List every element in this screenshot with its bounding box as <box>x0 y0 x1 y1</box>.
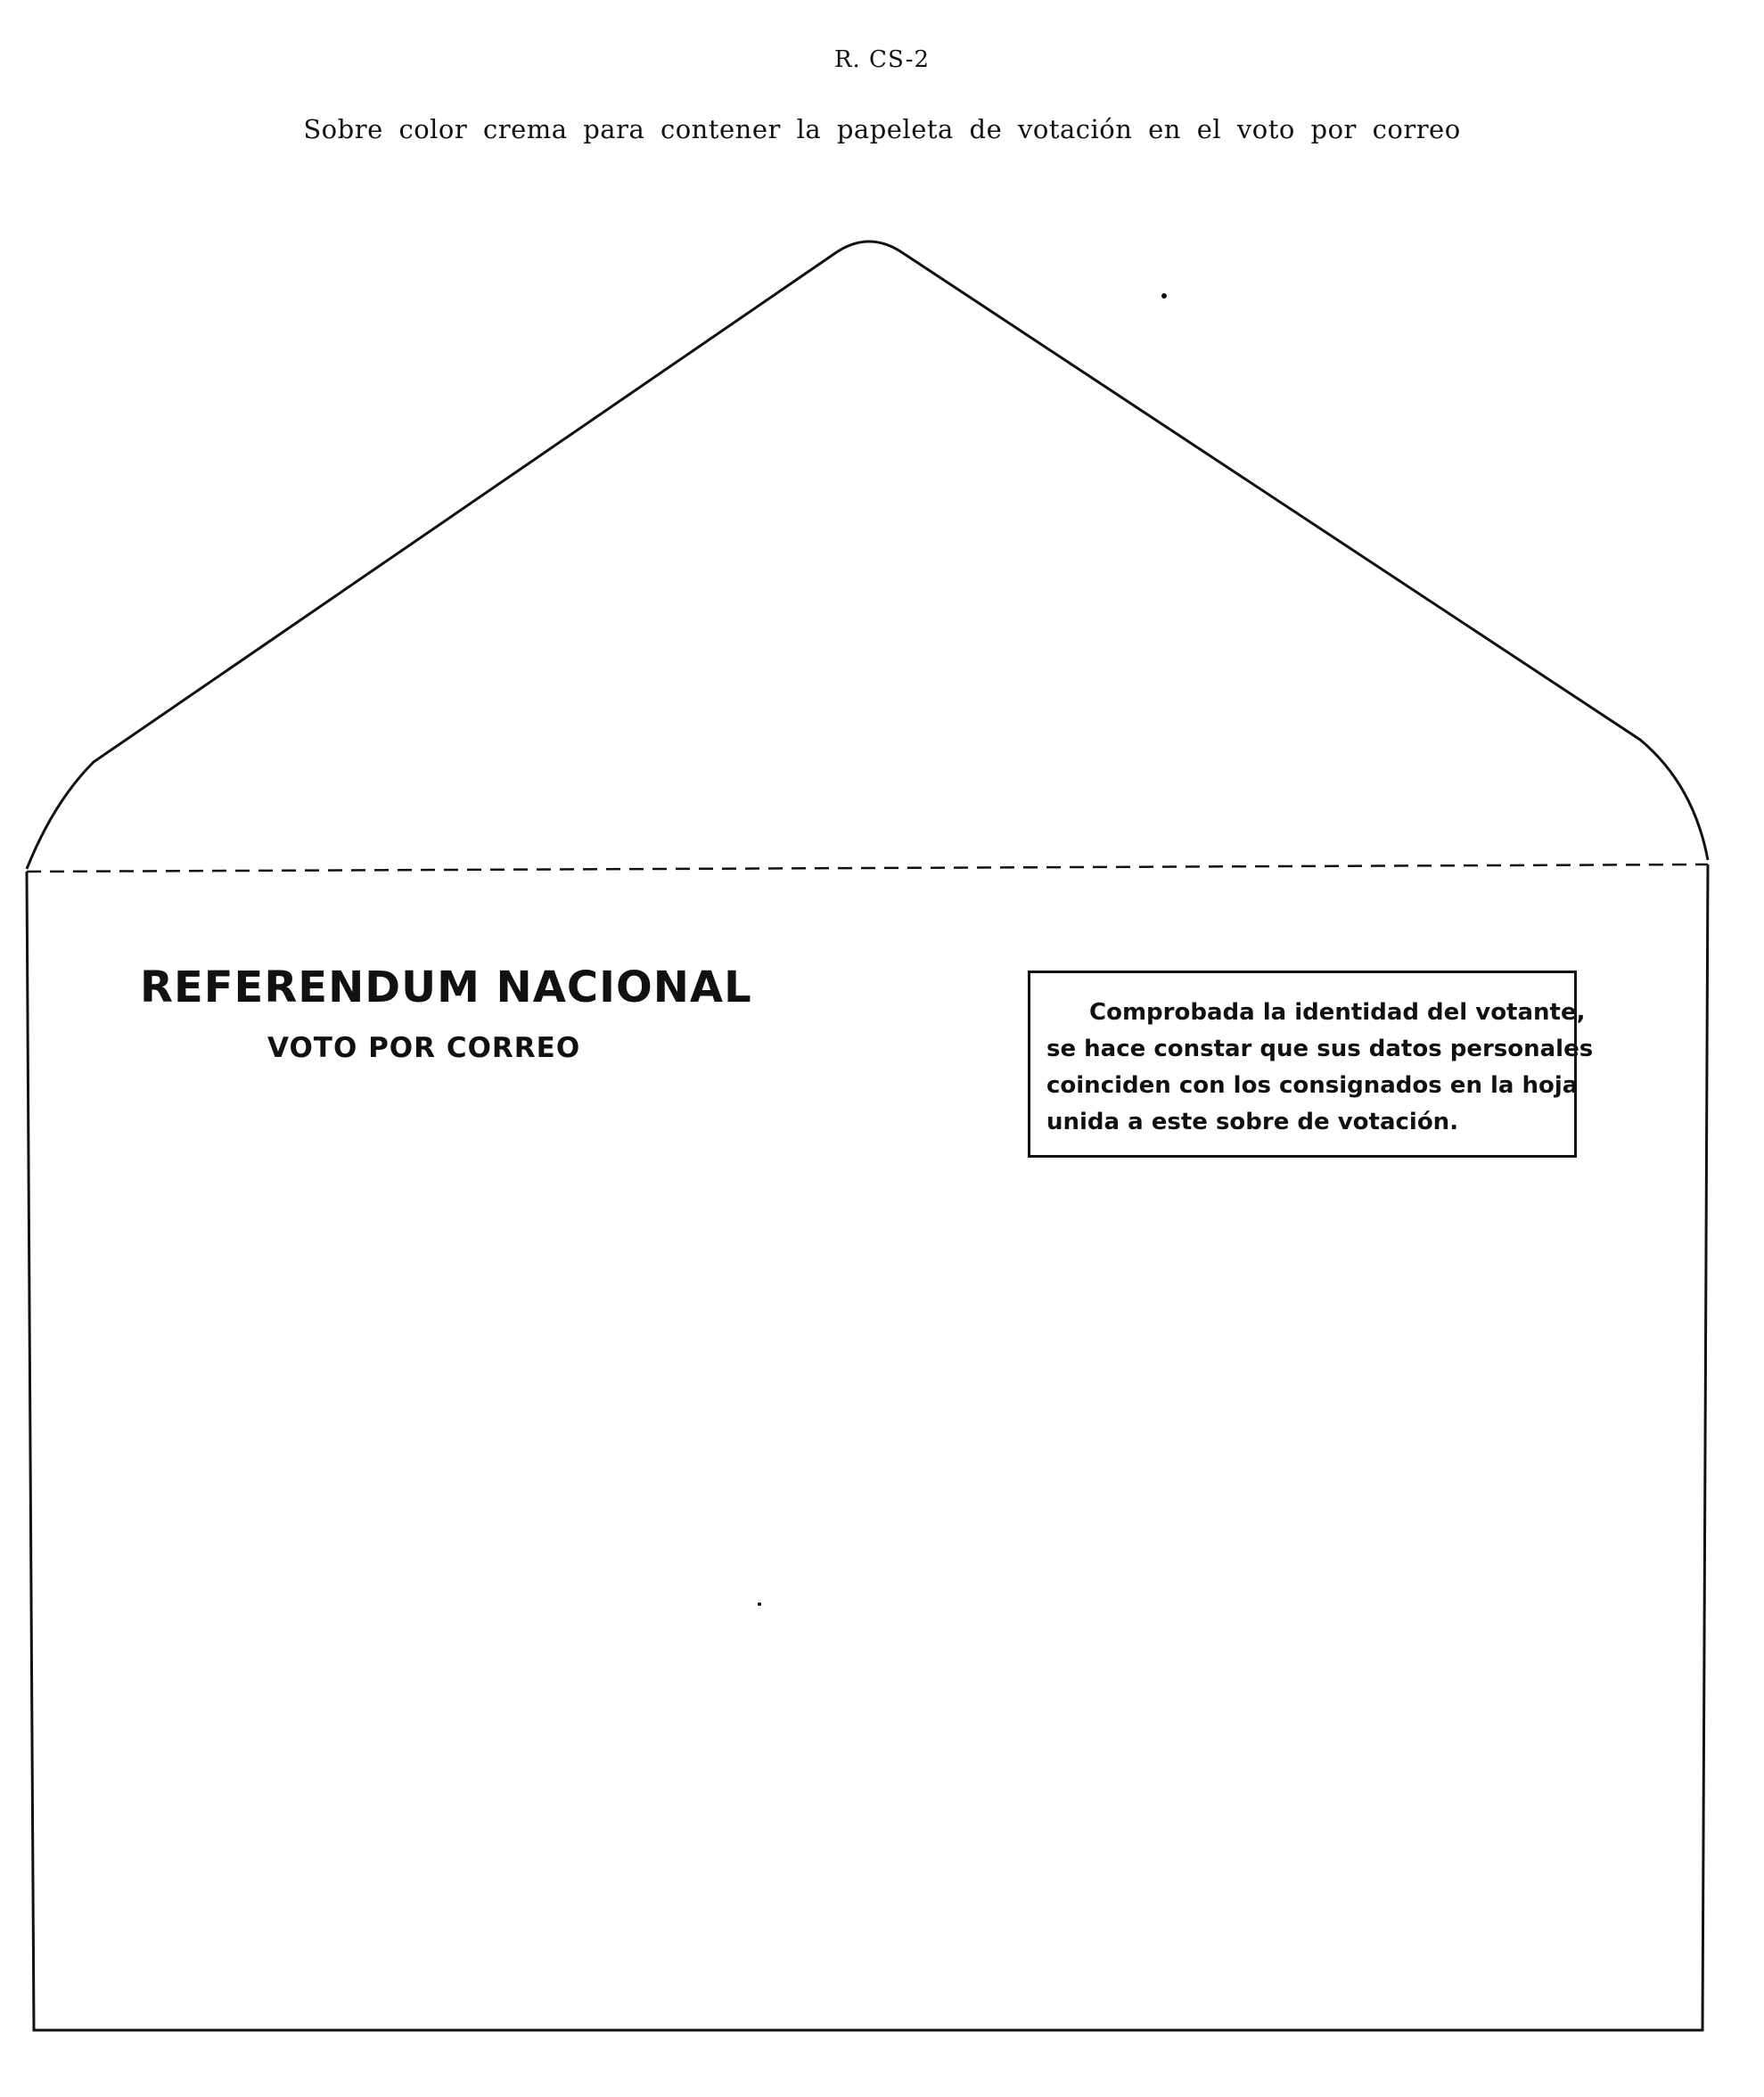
speck <box>1161 293 1167 299</box>
notice-line: unida a este sobre de votación. <box>1046 1109 1459 1135</box>
notice-line: se hace constar que sus datos personales <box>1046 1036 1594 1062</box>
referendum-subtitle: VOTO POR CORREO <box>267 1032 581 1064</box>
notice-line: coinciden con los consignados en la hoja <box>1046 1072 1579 1099</box>
envelope-flap <box>27 242 1708 869</box>
speck <box>758 1602 761 1606</box>
notice-line: Comprobada la identidad del votante, <box>1089 999 1586 1026</box>
referendum-title: REFERENDUM NACIONAL <box>140 962 752 1012</box>
form-code: R. CS-2 <box>833 46 931 73</box>
envelope-fold-line <box>27 864 1708 872</box>
verification-notice-box <box>1028 971 1594 1158</box>
form-caption: Sobre color crema para contener la papeleta de votación en el voto por correo <box>303 114 1461 144</box>
